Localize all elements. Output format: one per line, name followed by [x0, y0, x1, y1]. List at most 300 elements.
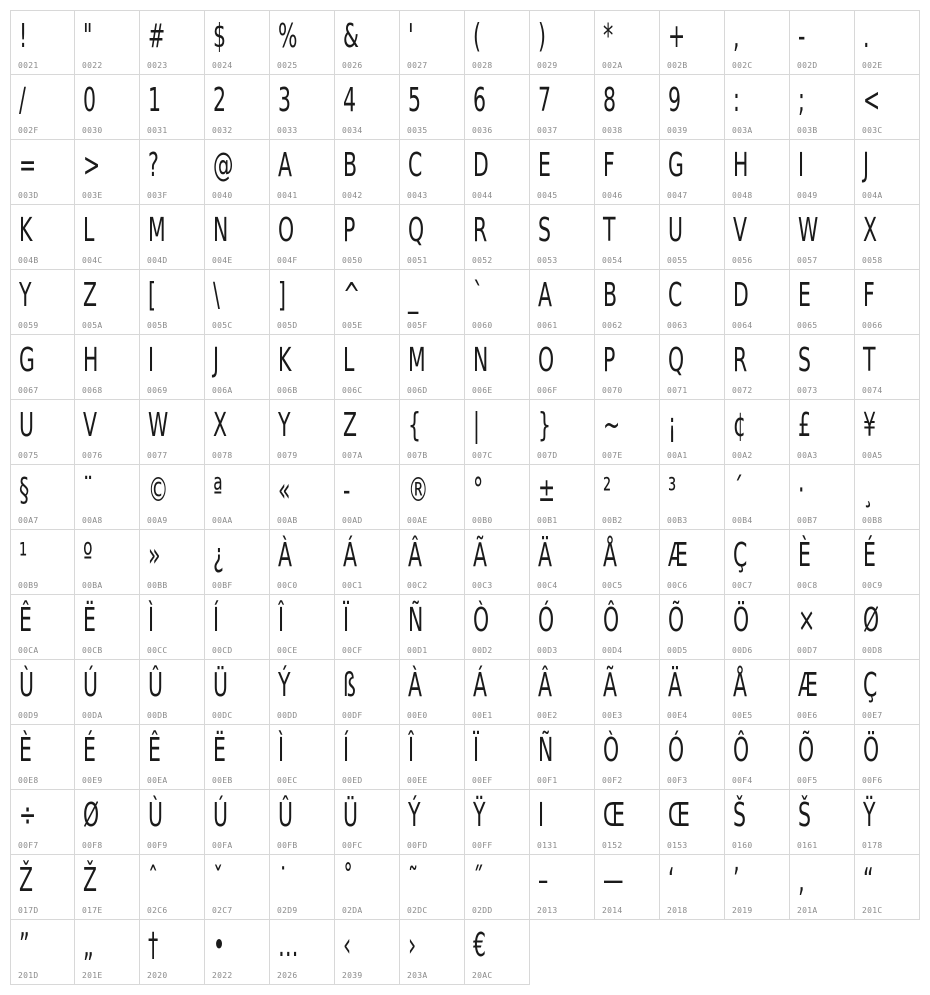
glyph-char: Š: [733, 795, 746, 834]
glyph-cell: [855, 595, 920, 660]
glyph-char: H: [83, 340, 99, 379]
glyph-char: Z: [343, 405, 358, 444]
glyph-code: 00CA: [18, 646, 39, 655]
glyph-cell: [270, 920, 335, 985]
glyph-cell: [790, 530, 855, 595]
glyph-char: ²: [603, 470, 612, 509]
glyph-cell: [140, 790, 205, 855]
glyph-cell: [465, 75, 530, 140]
glyph-code: 0045: [537, 191, 558, 200]
glyph-char: Ë: [213, 730, 226, 769]
glyph-char: G: [668, 145, 684, 184]
glyph-cell: [530, 855, 595, 920]
glyph-code: 005A: [82, 321, 103, 330]
glyph-code: 0040: [212, 191, 233, 200]
glyph-cell: [205, 10, 270, 75]
glyph-code: 00EA: [147, 776, 168, 785]
glyph-cell: [725, 205, 790, 270]
glyph-char: B: [343, 145, 358, 184]
glyph-code: 002C: [732, 61, 753, 70]
glyph-cell: [725, 270, 790, 335]
glyph-char: Ñ: [408, 600, 424, 639]
glyph-code: 0041: [277, 191, 298, 200]
glyph-cell: [205, 75, 270, 140]
glyph-code: 00F1: [537, 776, 558, 785]
glyph-cell: [140, 205, 205, 270]
glyph-cell: [530, 725, 595, 790]
glyph-code: 2020: [147, 971, 168, 980]
glyph-code: 0059: [18, 321, 39, 330]
glyph-code: 002B: [667, 61, 688, 70]
glyph-char: Ç: [863, 665, 878, 704]
glyph-code: 00DB: [147, 711, 168, 720]
glyph-cell: [140, 270, 205, 335]
glyph-char: Ç: [733, 535, 748, 574]
glyph-cell: [400, 465, 465, 530]
glyph-char: M: [148, 210, 166, 249]
glyph-code: 00FB: [277, 841, 298, 850]
glyph-cell: [205, 790, 270, 855]
glyph-cell: [790, 140, 855, 205]
glyph-char: „: [83, 925, 94, 964]
glyph-cell: [790, 75, 855, 140]
glyph-char: ‚: [798, 860, 805, 899]
glyph-char: À: [278, 535, 292, 574]
glyph-char: Ë: [83, 600, 96, 639]
glyph-char: É: [863, 535, 876, 574]
glyph-code: 02DA: [342, 906, 363, 915]
glyph-char: ˚: [343, 860, 354, 899]
glyph-char: Ì: [278, 730, 285, 769]
glyph-code: 00E6: [797, 711, 818, 720]
glyph-char: Í: [343, 730, 350, 769]
glyph-char: Í: [213, 600, 220, 639]
glyph-code: 0054: [602, 256, 623, 265]
glyph-char: ˝: [473, 860, 484, 899]
glyph-code: 00D4: [602, 646, 623, 655]
glyph-code: 0075: [18, 451, 39, 460]
glyph-char: {: [408, 405, 422, 444]
glyph-char: Q: [408, 210, 425, 249]
glyph-code: 00DD: [277, 711, 298, 720]
glyph-char: 6: [473, 80, 487, 119]
glyph-char: Î: [278, 600, 285, 639]
glyph-code: 0033: [277, 126, 298, 135]
glyph-code: 00A9: [147, 516, 168, 525]
glyph-code: 0047: [667, 191, 688, 200]
glyph-char: Ã: [603, 665, 617, 704]
glyph-char: Ã: [473, 535, 487, 574]
glyph-code: 007C: [472, 451, 493, 460]
glyph-char: ”: [19, 925, 30, 964]
glyph-char: Ò: [603, 730, 620, 769]
glyph-code: 00A8: [82, 516, 103, 525]
glyph-code: 00E2: [537, 711, 558, 720]
glyph-cell: [660, 205, 725, 270]
glyph-cell: [595, 400, 660, 465]
glyph-code: 02DC: [407, 906, 428, 915]
glyph-char: U: [19, 405, 34, 444]
glyph-code: 003E: [82, 191, 103, 200]
glyph-cell: [725, 725, 790, 790]
glyph-char: ×: [798, 600, 816, 639]
glyph-cell: [855, 335, 920, 400]
glyph-code: 0153: [667, 841, 688, 850]
glyph-char: Å: [733, 665, 747, 704]
glyph-code: 0061: [537, 321, 558, 330]
glyph-cell: [335, 465, 400, 530]
glyph-cell: [465, 270, 530, 335]
glyph-cell: [335, 75, 400, 140]
glyph-code: 0043: [407, 191, 428, 200]
glyph-char: K: [278, 340, 292, 379]
glyph-code: 00A3: [797, 451, 818, 460]
glyph-char: `: [473, 275, 484, 314]
glyph-char: Ù: [148, 795, 163, 834]
glyph-code: 0028: [472, 61, 493, 70]
glyph-char: Õ: [668, 600, 685, 639]
glyph-char: È: [798, 535, 811, 574]
glyph-code: 004A: [862, 191, 883, 200]
glyph-code: 201C: [862, 906, 883, 915]
glyph-char: Ÿ: [863, 795, 876, 834]
glyph-char: 1: [148, 80, 162, 119]
glyph-code: 005F: [407, 321, 428, 330]
glyph-cell: [855, 75, 920, 140]
glyph-char: Ü: [343, 795, 358, 834]
glyph-char: P: [603, 340, 616, 379]
glyph-code: 0064: [732, 321, 753, 330]
glyph-char: I: [798, 145, 805, 184]
glyph-code: 00E3: [602, 711, 623, 720]
glyph-cell: [530, 465, 595, 530]
glyph-cell: [205, 465, 270, 530]
glyph-cell: [595, 595, 660, 660]
glyph-code: 00B1: [537, 516, 558, 525]
glyph-cell: [790, 660, 855, 725]
glyph-cell: [140, 75, 205, 140]
glyph-char: A: [278, 145, 292, 184]
glyph-code: 00EB: [212, 776, 233, 785]
glyph-cell: [790, 10, 855, 75]
glyph-cell: [10, 855, 75, 920]
glyph-cell: [725, 595, 790, 660]
glyph-cell: [270, 75, 335, 140]
glyph-cell: [10, 790, 75, 855]
glyph-cell: [725, 140, 790, 205]
glyph-char: Ú: [83, 665, 98, 704]
glyph-cell: [10, 270, 75, 335]
glyph-code: 0022: [82, 61, 103, 70]
glyph-char: 2: [213, 80, 227, 119]
glyph-code: 00FD: [407, 841, 428, 850]
glyph-char: (: [473, 16, 481, 55]
glyph-cell: [855, 400, 920, 465]
glyph-code: 02C6: [147, 906, 168, 915]
glyph-code: 0030: [82, 126, 103, 135]
glyph-code: 0067: [18, 386, 39, 395]
glyph-code: 0032: [212, 126, 233, 135]
glyph-char: ¹: [19, 535, 28, 574]
glyph-code: 0021: [18, 61, 39, 70]
glyph-cell: [335, 595, 400, 660]
glyph-char: F: [863, 275, 875, 314]
glyph-code: 2026: [277, 971, 298, 980]
glyph-cell: [335, 335, 400, 400]
glyph-cell: [725, 530, 790, 595]
glyph-cell: [530, 595, 595, 660]
glyph-cell: [140, 400, 205, 465]
glyph-cell: [140, 920, 205, 985]
glyph-char: L: [83, 210, 95, 249]
glyph-cell: [205, 920, 270, 985]
glyph-cell: [10, 465, 75, 530]
glyph-char: X: [213, 405, 228, 444]
glyph-char: Á: [473, 665, 487, 704]
glyph-cell: [465, 725, 530, 790]
glyph-code: 003B: [797, 126, 818, 135]
glyph-cell: [205, 270, 270, 335]
glyph-char: –: [538, 860, 549, 899]
glyph-code: 00C4: [537, 581, 558, 590]
glyph-code: 003D: [18, 191, 39, 200]
glyph-code: 005E: [342, 321, 363, 330]
glyph-cell: [465, 140, 530, 205]
glyph-char: 7: [538, 80, 552, 119]
glyph-code: 0057: [797, 256, 818, 265]
glyph-char: Ï: [473, 730, 480, 769]
glyph-char: P: [343, 210, 356, 249]
glyph-cell: [660, 335, 725, 400]
glyph-char: Ò: [473, 600, 490, 639]
glyph-char: Ø: [83, 795, 100, 834]
glyph-cell: [465, 465, 530, 530]
glyph-code: 0034: [342, 126, 363, 135]
glyph-code: 0073: [797, 386, 818, 395]
glyph-code: 0029: [537, 61, 558, 70]
glyph-cell: [595, 660, 660, 725]
glyph-cell: [595, 530, 660, 595]
glyph-code: 006B: [277, 386, 298, 395]
glyph-char: 8: [603, 80, 617, 119]
glyph-char: J: [213, 340, 220, 379]
glyph-cell: [75, 335, 140, 400]
glyph-code: 00C3: [472, 581, 493, 590]
glyph-char: >: [83, 145, 101, 184]
glyph-char: Ÿ: [473, 795, 486, 834]
glyph-code: 00CB: [82, 646, 103, 655]
glyph-cell: [335, 10, 400, 75]
glyph-code: 00C9: [862, 581, 883, 590]
glyph-char: N: [473, 340, 489, 379]
glyph-char: O: [538, 340, 555, 379]
glyph-code: 00F4: [732, 776, 753, 785]
glyph-code: 00A1: [667, 451, 688, 460]
glyph-code: 0055: [667, 256, 688, 265]
glyph-cell: [400, 920, 465, 985]
glyph-char: J: [863, 145, 870, 184]
glyph-char: Ý: [408, 795, 421, 834]
glyph-code: 0044: [472, 191, 493, 200]
glyph-code: 00C6: [667, 581, 688, 590]
glyph-char: “: [863, 860, 874, 899]
glyph-cell: [530, 660, 595, 725]
glyph-char: V: [83, 405, 97, 444]
glyph-char: Ñ: [538, 730, 554, 769]
glyph-cell: [400, 790, 465, 855]
glyph-char: 3: [278, 80, 292, 119]
glyph-char: ¨: [83, 470, 94, 509]
glyph-char: É: [83, 730, 96, 769]
glyph-char: Æ: [798, 665, 818, 704]
glyph-code: 00D2: [472, 646, 493, 655]
glyph-cell: [335, 400, 400, 465]
glyph-char: Ì: [148, 600, 155, 639]
glyph-code: 0071: [667, 386, 688, 395]
glyph-cell: [75, 75, 140, 140]
glyph-code: 0051: [407, 256, 428, 265]
glyph-code: 0036: [472, 126, 493, 135]
glyph-code: 0077: [147, 451, 168, 460]
glyph-cell: [530, 400, 595, 465]
glyph-code: 00D9: [18, 711, 39, 720]
glyph-code: 0050: [342, 256, 363, 265]
glyph-char: ´: [733, 470, 744, 509]
glyph-char: [: [148, 275, 156, 314]
glyph-char: È: [19, 730, 32, 769]
glyph-code: 201D: [18, 971, 39, 980]
glyph-char: #: [148, 16, 166, 55]
glyph-char: ±: [538, 470, 556, 509]
glyph-code: 00F9: [147, 841, 168, 850]
glyph-cell: [595, 465, 660, 530]
glyph-code: 0037: [537, 126, 558, 135]
glyph-code: 20AC: [472, 971, 493, 980]
glyph-cell: [335, 270, 400, 335]
glyph-char: ¢: [733, 405, 747, 444]
glyph-code: 0070: [602, 386, 623, 395]
glyph-char: §: [19, 470, 30, 509]
glyph-code: 0048: [732, 191, 753, 200]
glyph-cell: [205, 205, 270, 270]
glyph-code: 0031: [147, 126, 168, 135]
glyph-char: Ô: [733, 730, 750, 769]
glyph-cell: [660, 270, 725, 335]
glyph-code: 00E1: [472, 711, 493, 720]
glyph-code: 00E0: [407, 711, 428, 720]
glyph-char: H: [733, 145, 749, 184]
glyph-char: ¿: [213, 535, 224, 574]
glyph-code: 2013: [537, 906, 558, 915]
glyph-code: 00E4: [667, 711, 688, 720]
glyph-cell: [140, 140, 205, 205]
glyph-code: 00FA: [212, 841, 233, 850]
glyph-char: ¸: [863, 470, 874, 509]
glyph-char: ˇ: [213, 860, 224, 899]
glyph-code: 00E9: [82, 776, 103, 785]
glyph-grid: [10, 10, 920, 985]
glyph-cell: [10, 660, 75, 725]
glyph-code: 0052: [472, 256, 493, 265]
glyph-cell: [270, 790, 335, 855]
glyph-char: º: [83, 535, 93, 574]
glyph-char: A: [538, 275, 552, 314]
glyph-char: Ö: [863, 730, 880, 769]
glyph-code: 00F6: [862, 776, 883, 785]
glyph-code: 005D: [277, 321, 298, 330]
glyph-cell: [335, 660, 400, 725]
glyph-cell: [400, 530, 465, 595]
glyph-code: 0042: [342, 191, 363, 200]
glyph-code: 0063: [667, 321, 688, 330]
glyph-char: L: [343, 340, 355, 379]
glyph-char: Æ: [668, 535, 688, 574]
glyph-code: 00BB: [147, 581, 168, 590]
glyph-code: 0072: [732, 386, 753, 395]
glyph-code: 002E: [862, 61, 883, 70]
glyph-cell: [855, 10, 920, 75]
glyph-cell: [10, 140, 75, 205]
glyph-cell: [530, 790, 595, 855]
glyph-code: 017D: [18, 906, 39, 915]
glyph-char: |: [473, 405, 480, 444]
glyph-cell: [10, 10, 75, 75]
glyph-cell: [140, 530, 205, 595]
glyph-code: 00AE: [407, 516, 428, 525]
glyph-code: 02DD: [472, 906, 493, 915]
glyph-code: 203A: [407, 971, 428, 980]
glyph-code: 007D: [537, 451, 558, 460]
glyph-char: T: [603, 210, 616, 249]
glyph-code: 00E7: [862, 711, 883, 720]
glyph-cell: [855, 725, 920, 790]
glyph-code: 00C5: [602, 581, 623, 590]
glyph-char: Â: [538, 665, 552, 704]
glyph-code: 2039: [342, 971, 363, 980]
glyph-char: F: [603, 145, 615, 184]
glyph-cell: [725, 855, 790, 920]
glyph-cell: [725, 465, 790, 530]
glyph-cell: [400, 75, 465, 140]
glyph-cell: [855, 855, 920, 920]
glyph-cell: [530, 205, 595, 270]
glyph-char: %: [278, 16, 298, 55]
glyph-code: 0079: [277, 451, 298, 460]
glyph-char: -: [798, 16, 806, 55]
glyph-cell: [465, 530, 530, 595]
glyph-code: 00B4: [732, 516, 753, 525]
glyph-char: Ú: [213, 795, 228, 834]
glyph-char: R: [733, 340, 748, 379]
glyph-code: 004E: [212, 256, 233, 265]
glyph-cell: [75, 10, 140, 75]
glyph-cell: [465, 920, 530, 985]
glyph-cell: [270, 725, 335, 790]
glyph-cell: [530, 335, 595, 400]
glyph-code: 2022: [212, 971, 233, 980]
glyph-code: 00C7: [732, 581, 753, 590]
glyph-cell: [10, 920, 75, 985]
glyph-code: 017E: [82, 906, 103, 915]
glyph-code: 0060: [472, 321, 493, 330]
glyph-code: 002F: [18, 126, 39, 135]
glyph-code: 00B3: [667, 516, 688, 525]
glyph-code: 00E8: [18, 776, 39, 785]
glyph-char: O: [278, 210, 295, 249]
glyph-cell: [140, 660, 205, 725]
glyph-char: ·: [798, 470, 805, 509]
glyph-code: 00AD: [342, 516, 363, 525]
